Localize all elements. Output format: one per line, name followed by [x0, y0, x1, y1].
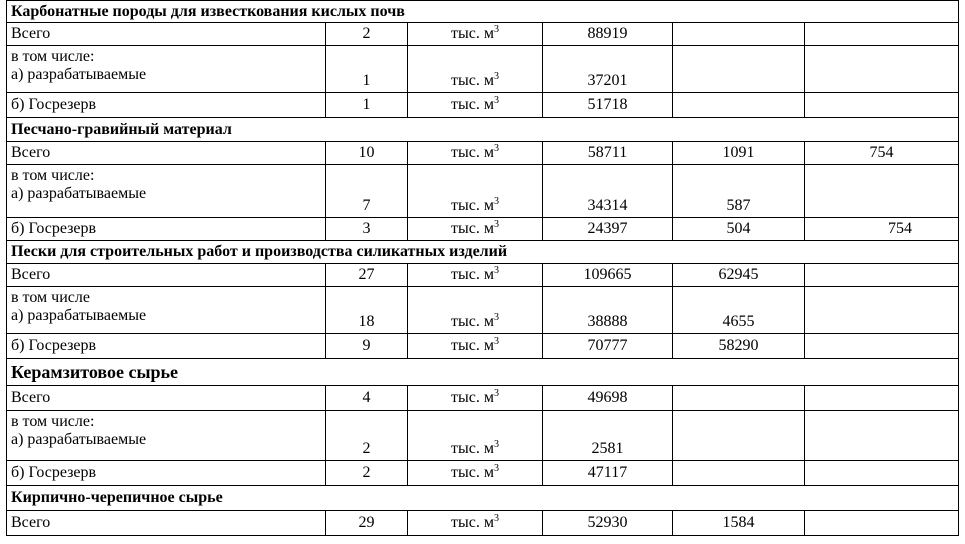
deposit-count-cell: 7	[326, 165, 408, 218]
row-group-label: в том числе:	[11, 48, 95, 65]
unit-power: 3	[493, 71, 499, 82]
row-label: а) разрабатываемые	[11, 307, 147, 324]
row-label: б) Госрезерв	[11, 96, 97, 113]
reserve-value-3-cell	[805, 165, 959, 218]
row-label: Всего	[11, 514, 51, 531]
unit-power: 3	[493, 265, 499, 276]
unit-text: тыс. м	[451, 313, 494, 330]
deposit-count-cell: 2	[326, 23, 408, 46]
reserve-value-2-cell	[673, 93, 805, 118]
unit-cell	[408, 218, 543, 241]
row-group-label: в том числе:	[11, 167, 95, 184]
deposit-count-cell: 18	[326, 287, 408, 334]
deposit-count-cell: 1	[326, 46, 408, 93]
unit-text: тыс. м	[451, 464, 494, 481]
reserve-value-3-cell	[805, 46, 959, 93]
reserve-value-1-cell: 47117	[543, 461, 673, 486]
unit-cell	[408, 386, 543, 411]
table-row	[7, 165, 959, 218]
row-label: Всего	[11, 25, 51, 42]
section-header-row	[7, 1, 959, 23]
section-title: Пески для строительных работ и производства силикатных изделий	[7, 241, 959, 264]
table-row	[7, 264, 959, 287]
unit-power: 3	[493, 219, 499, 230]
reserve-value-3-cell	[805, 411, 959, 461]
reserve-value-2-cell: 4655	[673, 287, 805, 334]
row-label-cell	[7, 165, 326, 218]
row-label: а) разрабатываемые	[11, 431, 147, 448]
reserve-value-2-cell	[673, 46, 805, 93]
reserve-value-3-cell	[805, 334, 959, 359]
table-row	[7, 386, 959, 411]
table-row	[7, 46, 959, 93]
unit-power: 3	[493, 24, 499, 35]
unit-cell	[408, 165, 543, 218]
reserve-value-2-cell: 587	[673, 165, 805, 218]
reserve-value-1-cell: 52930	[543, 511, 673, 536]
row-label-cell	[7, 264, 326, 287]
deposit-count-cell: 2	[326, 461, 408, 486]
deposit-count-cell: 2	[326, 411, 408, 461]
section-title: Песчано-гравийный материал	[7, 118, 959, 142]
unit-text: тыс. м	[451, 197, 494, 214]
unit-cell	[408, 93, 543, 118]
row-label: б) Госрезерв	[11, 464, 97, 481]
reserve-value-2-cell	[673, 23, 805, 46]
row-group-label: в том числе	[11, 289, 90, 306]
unit-text: тыс. м	[451, 25, 494, 42]
unit-power: 3	[493, 463, 499, 474]
unit-cell	[408, 461, 543, 486]
reserve-value-1-cell: 34314	[543, 165, 673, 218]
row-label: Всего	[11, 266, 51, 283]
deposit-count-cell: 4	[326, 386, 408, 411]
reserve-value-3-cell: 754	[805, 142, 959, 165]
table-row	[7, 334, 959, 359]
deposit-count-cell: 10	[326, 142, 408, 165]
deposit-count-cell: 29	[326, 511, 408, 536]
row-label-cell	[7, 511, 326, 536]
unit-power: 3	[493, 336, 499, 347]
reserve-value-2-cell: 504	[673, 218, 805, 241]
reserve-value-1-cell: 58711	[543, 142, 673, 165]
unit-cell	[408, 334, 543, 359]
unit-text: тыс. м	[451, 72, 494, 89]
unit-cell	[408, 23, 543, 46]
mineral-reserves-table	[6, 0, 959, 536]
deposit-count-cell: 1	[326, 93, 408, 118]
section-header-row	[7, 118, 959, 142]
table-row	[7, 287, 959, 334]
section-header-row	[7, 486, 959, 511]
row-label-cell	[7, 334, 326, 359]
reserve-value-1-cell: 37201	[543, 46, 673, 93]
row-label-cell	[7, 142, 326, 165]
reserve-value-2-cell: 58290	[673, 334, 805, 359]
reserve-value-1-cell: 51718	[543, 93, 673, 118]
unit-power: 3	[493, 312, 499, 323]
row-group-label: в том числе:	[11, 413, 95, 430]
row-label-cell	[7, 386, 326, 411]
row-label-cell	[7, 287, 326, 334]
row-label: а) разрабатываемые	[11, 66, 147, 83]
table-row	[7, 218, 959, 241]
unit-text: тыс. м	[451, 337, 494, 354]
row-label-cell	[7, 23, 326, 46]
table-row	[7, 411, 959, 461]
unit-cell	[408, 142, 543, 165]
reserve-value-1-cell: 109665	[543, 264, 673, 287]
row-label-cell	[7, 218, 326, 241]
reserve-value-2-cell	[673, 386, 805, 411]
row-label-cell	[7, 411, 326, 461]
unit-text: тыс. м	[451, 389, 494, 406]
reserve-value-1-cell: 49698	[543, 386, 673, 411]
unit-cell	[408, 511, 543, 536]
unit-text: тыс. м	[451, 266, 494, 283]
reserve-value-1-cell: 38888	[543, 287, 673, 334]
deposit-count-cell: 27	[326, 264, 408, 287]
row-label-cell	[7, 93, 326, 118]
unit-power: 3	[493, 439, 499, 450]
section-title: Карбонатные породы для известкования кислых почв	[7, 1, 959, 23]
reserve-value-1-cell: 70777	[543, 334, 673, 359]
reserve-value-3-cell	[805, 461, 959, 486]
reserve-value-2-cell: 1584	[673, 511, 805, 536]
row-label-cell	[7, 461, 326, 486]
unit-text: тыс. м	[451, 220, 494, 237]
reserve-value-3-cell	[805, 264, 959, 287]
reserve-value-3-cell	[805, 23, 959, 46]
reserve-value-1-cell: 24397	[543, 218, 673, 241]
unit-power: 3	[493, 95, 499, 106]
table-row	[7, 461, 959, 486]
unit-cell	[408, 411, 543, 461]
row-label: б) Госрезерв	[11, 220, 97, 237]
reserve-value-3-cell	[805, 386, 959, 411]
reserve-value-2-cell	[673, 411, 805, 461]
unit-cell	[408, 264, 543, 287]
reserve-value-3-cell	[805, 93, 959, 118]
unit-cell	[408, 46, 543, 93]
table-row	[7, 511, 959, 536]
reserve-value-2-cell	[673, 461, 805, 486]
unit-power: 3	[493, 196, 499, 207]
table-row	[7, 23, 959, 46]
section-title: Керамзитовое сырье	[7, 359, 959, 386]
unit-cell	[408, 287, 543, 334]
unit-text: тыс. м	[451, 96, 494, 113]
section-title: Кирпично-черепичное сырье	[7, 486, 959, 511]
deposit-count-cell: 3	[326, 218, 408, 241]
reserve-value-2-cell: 1091	[673, 142, 805, 165]
row-label: Всего	[11, 389, 51, 406]
reserve-value-1-cell: 2581	[543, 411, 673, 461]
row-label-cell	[7, 46, 326, 93]
unit-text: тыс. м	[451, 514, 494, 531]
unit-text: тыс. м	[451, 144, 494, 161]
reserve-value-3-cell	[805, 287, 959, 334]
reserve-value-2-cell: 62945	[673, 264, 805, 287]
section-header-row	[7, 241, 959, 264]
unit-power: 3	[493, 513, 499, 524]
row-label: а) разрабатываемые	[11, 185, 147, 202]
unit-power: 3	[493, 143, 499, 154]
reserve-value-1-cell: 88919	[543, 23, 673, 46]
reserve-value-3-cell: 754	[805, 218, 959, 241]
unit-power: 3	[493, 388, 499, 399]
section-header-row	[7, 359, 959, 386]
table-row	[7, 93, 959, 118]
reserve-value-3-cell	[805, 511, 959, 536]
deposit-count-cell: 9	[326, 334, 408, 359]
table-row	[7, 142, 959, 165]
unit-text: тыс. м	[451, 440, 494, 457]
row-label: Всего	[11, 144, 51, 161]
row-label: б) Госрезерв	[11, 337, 97, 354]
